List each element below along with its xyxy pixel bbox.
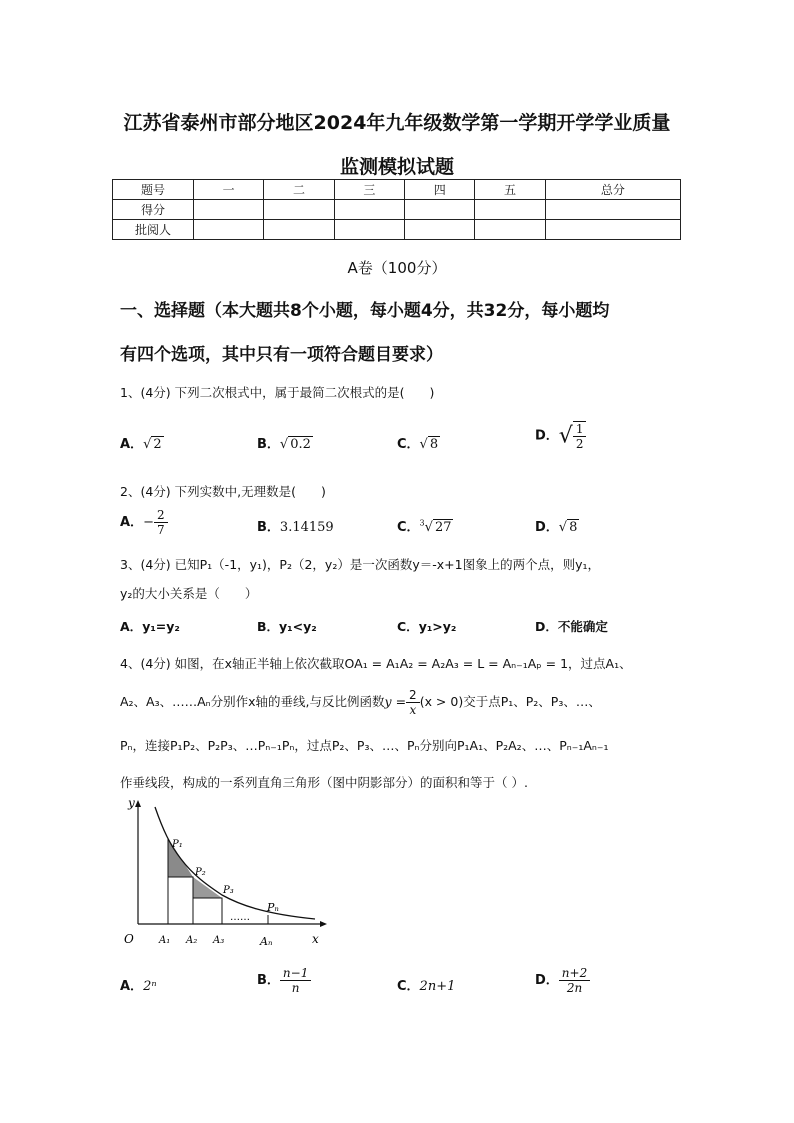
y-axis-arrow [135,800,141,807]
q1-option-b[interactable]: B．√ 0.2 [257,437,311,452]
score-cell[interactable] [264,200,334,220]
tick-label: A₁ [159,935,171,946]
option-label: C． [397,520,420,535]
table-header-cell: 总分 [545,180,680,200]
shaded-triangle [193,877,222,898]
row-label: 批阅人 [113,220,194,240]
option-label: A． [120,979,144,994]
option-label: D． [535,428,559,444]
q4-stem-line-3: Pₙ，连接P₁P₂、P₂P₃、…Pₙ₋₁Pₙ，过点P₂、P₃、…、Pₙ分别向P₁A₁、P₂A₂、…、Pₙ₋₁Aₙ₋₁ [120,738,609,753]
q3-option-b[interactable] [257,617,317,635]
q4-line2-text: A₂、A₃、……Aₙ分别作x轴的垂线,与反比例函数 [120,694,385,709]
option-value: 不能确定 [557,619,608,634]
ellipsis: …… [230,912,250,923]
option-label: C． [397,979,420,994]
title-line-2: 监测模拟试题 [339,156,454,178]
q4-stem-line-4: 作垂线段，构成的一系列直角三角形（图中阴影部分）的面积和等于（ ）. [120,775,528,790]
q4-option-c[interactable] [397,975,455,994]
option-label: D． [535,520,559,535]
option-label: C． [397,437,420,452]
root-index: 3 [419,518,425,528]
table-header-cell: 题号 [113,180,194,200]
option-value: 2ⁿ [143,979,157,994]
q3-option-a[interactable] [120,617,180,635]
tick-label: Aₙ [260,935,273,948]
option-label: B． [257,973,280,988]
radicand: 8 [429,437,439,452]
q4-option-a[interactable] [120,975,157,994]
option-label: C． [397,619,419,634]
option-label: A． [120,437,144,452]
score-cell[interactable] [194,200,264,220]
q3-stem-line-1: 3、(4分) 已知P₁（-1，y₁)，P₂（2，y₂）是一次函数y＝-x+1图象上的两个点，则y₁， [120,557,600,572]
q4-line2-text-b: (x > 0)交于点P₁、P₂、P₃、…、 [419,694,601,709]
q4-option-d[interactable] [535,966,590,995]
score-cell[interactable] [334,200,404,220]
reviewer-row [113,220,681,240]
reviewer-cell[interactable] [194,220,264,240]
reviewer-cell[interactable] [334,220,404,240]
volume-heading: A卷（100分） [347,259,447,277]
reviewer-cell[interactable] [264,220,334,240]
score-cell[interactable] [545,200,680,220]
option-value: y₁>y₂ [418,619,457,634]
x-axis-label: x [312,932,319,946]
q2-stem: 2、(4分) 下列实数中,无理数是( ) [120,484,326,499]
point-label: P₃ [223,885,234,896]
q3-option-d[interactable] [535,617,608,635]
point-label: P₁ [172,839,183,850]
option-label: A． [120,619,143,634]
rectangle [168,877,193,924]
option-label: D． [535,619,558,634]
tick-label: A₃ [213,935,225,946]
table-header-cell: 五 [475,180,545,200]
radicand: 2 [153,437,162,452]
option-value: 3.14159 [279,520,334,535]
q4-stem-line-2 [120,688,601,717]
fraction-denominator: 2n [566,981,583,995]
section-heading-line-1: 一、选择题（本大题共8个小题，每小题4分，共32分，每小题均 [120,301,610,321]
fraction-numerator: 1 [573,422,587,437]
score-cell[interactable] [405,200,475,220]
q3-option-c[interactable] [397,617,456,635]
fraction-numerator: 2 [406,688,420,703]
q2-option-d[interactable]: D．√ 8 [535,520,578,535]
reviewer-cell[interactable] [475,220,545,240]
option-label: B． [257,619,280,634]
y-axis-label: y [128,796,135,810]
option-value: 2n+1 [419,979,456,994]
function-lhs: y = [384,694,407,709]
fraction-denominator: x [409,703,417,717]
reviewer-cell[interactable] [405,220,475,240]
table-header-cell: 一 [194,180,264,200]
table-header-cell: 二 [264,180,334,200]
score-table [112,179,681,240]
score-row [113,200,681,220]
q2-option-b[interactable] [257,516,334,535]
q1-option-a[interactable]: A．√ 2 [120,437,162,452]
option-value: y₁=y₂ [142,619,180,634]
fraction-denominator: 2 [575,437,584,451]
section-heading-line-2: 有四个选项，其中只有一项符合题目要求） [120,345,443,365]
fraction-numerator: 2 [154,508,168,523]
option-label: B． [257,520,280,535]
table-header-cell: 三 [334,180,404,200]
option-label: A． [120,515,144,530]
q3-stem-line-2: y₂的大小关系是（ ） [120,586,258,601]
option-value: y₁<y₂ [279,619,317,634]
hyperbola-figure [115,795,330,950]
row-label: 得分 [113,200,194,220]
x-axis-arrow [320,921,327,927]
tick-label: A₂ [186,935,198,946]
option-label: D． [535,973,559,988]
q1-stem: 1、(4分) 下列二次根式中，属于最简二次根式的是( ) [120,385,435,400]
reviewer-cell[interactable] [545,220,680,240]
q1-option-d[interactable]: D．√ $\frac{1}{2}$ [535,421,586,451]
score-cell[interactable] [475,200,545,220]
option-label: B． [257,437,280,452]
fraction-denominator: 7 [156,523,165,537]
radicand: 27 [434,520,452,535]
q4-stem-line-1: 4、(4分) 如图，在x轴正半轴上依次截取OA₁ = A₁A₂ = A₂A₃ = L = Aₙ₋₁Aₚ = 1，过点A₁、 [120,656,632,671]
origin-label: O [124,932,134,946]
point-label: Pₙ [267,901,279,914]
radicand: 0.2 [290,437,311,452]
fraction-denominator: n [291,981,300,995]
fraction-numerator: n−1 [280,966,311,981]
fraction-numerator: n+2 [559,966,590,981]
title-line-1: 江苏省泰州市部分地区2024年九年级数学第一学期开学学业质量 [123,112,671,134]
q1-option-c[interactable]: C．√ 8 [397,437,439,452]
q2-option-a[interactable] [120,508,168,537]
point-label: P₂ [195,867,206,878]
q2-option-c[interactable]: C．$^3$√ 27 [397,518,452,535]
radicand: 8 [569,520,578,535]
minus-sign: − [143,515,154,530]
table-header-cell: 四 [405,180,475,200]
rectangle [193,898,222,924]
q4-option-b[interactable] [257,966,311,995]
score-table-header-row [113,180,681,200]
